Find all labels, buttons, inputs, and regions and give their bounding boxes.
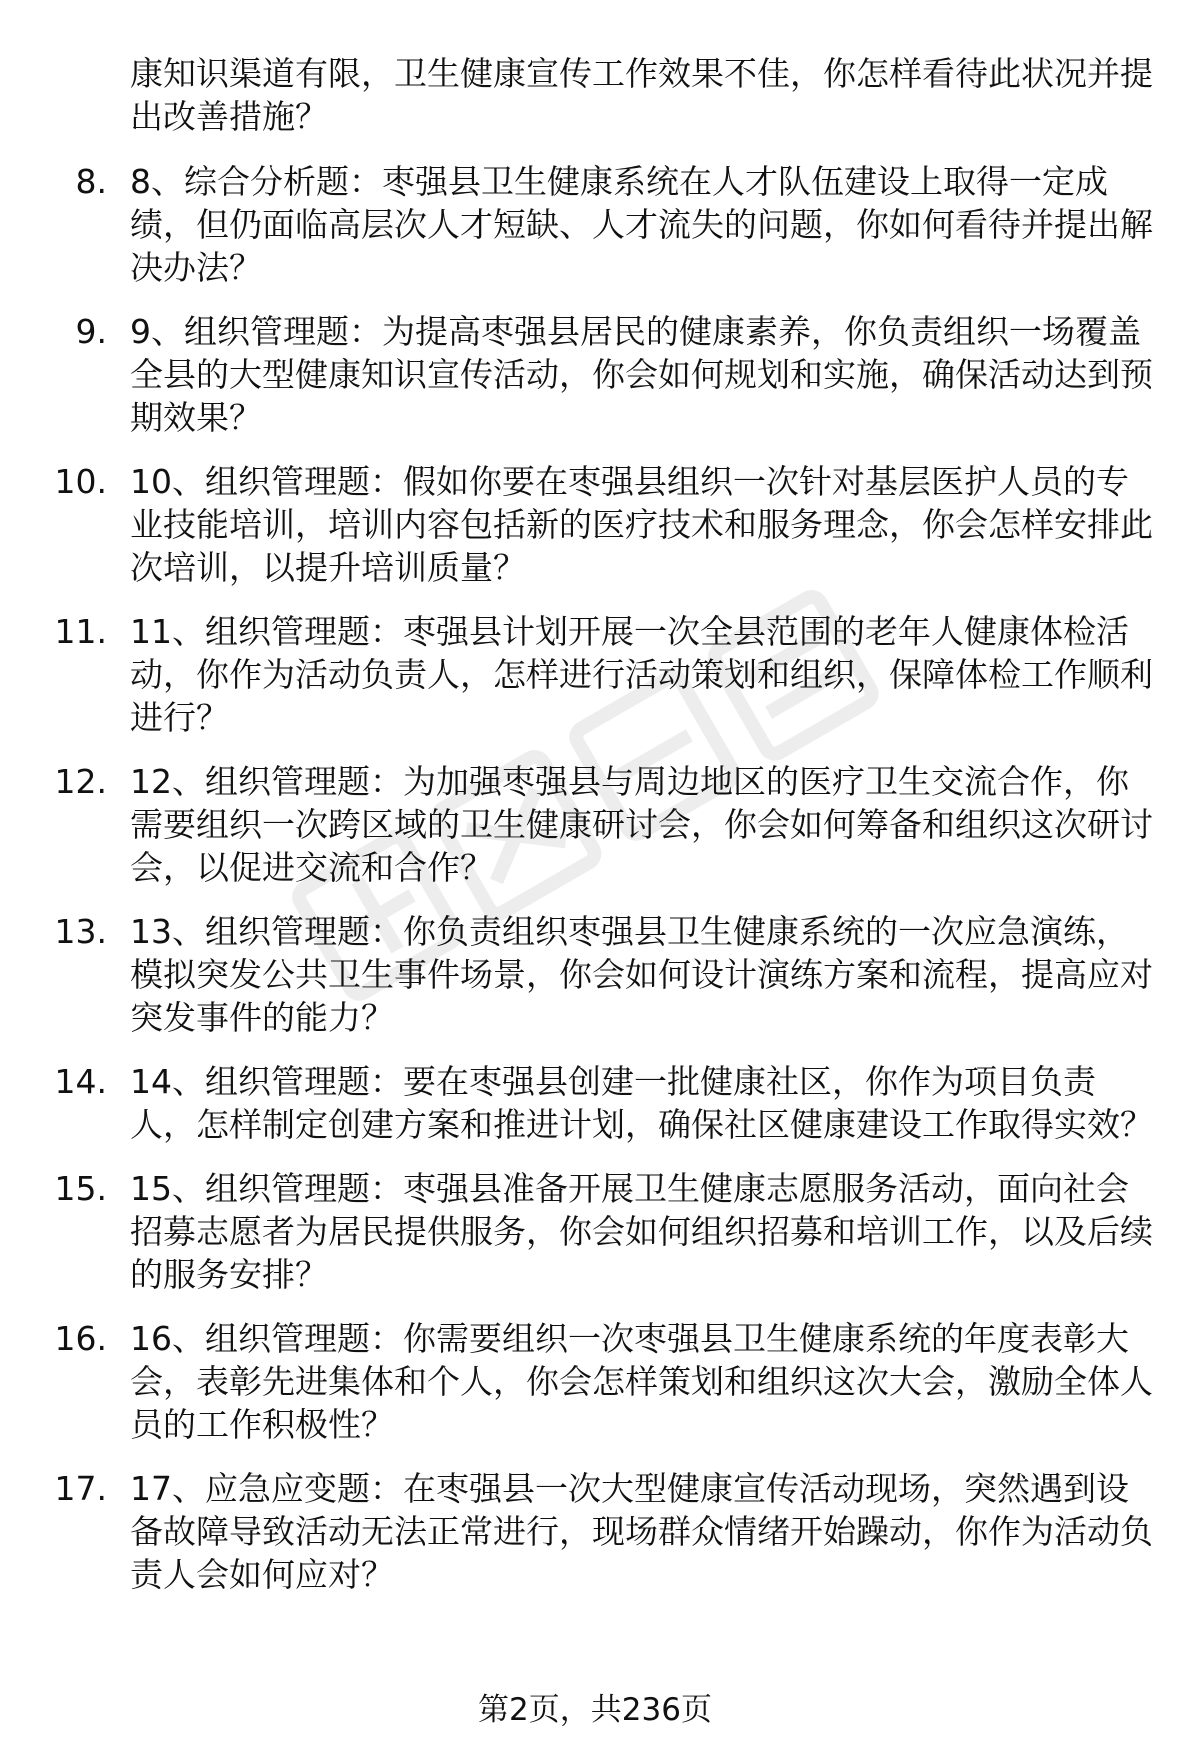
list-item-number: 14. [54,1062,107,1101]
question-list [0,160,1190,1617]
list-item-text: 16、组织管理题：你需要组织一次枣强县卫生健康系统的年度表彰大会，表彰先进集体和个人，你会怎样策划和组织这次大会，激励全体人员的工作积极性？ [130,1319,1153,1444]
list-item-number: 11. [54,612,107,651]
list-item-text: 12、组织管理题：为加强枣强县与周边地区的医疗卫生交流合作，你需要组织一次跨区域的卫生健康研讨会，你会如何筹备和组织这次研讨会，以促进交流和合作？ [130,762,1153,887]
list-item [0,610,1190,739]
list-item [0,910,1190,1039]
list-item-number: 8. [75,162,107,201]
list-item [0,760,1190,889]
list-item [0,1317,1190,1446]
list-item-text: 11、组织管理题：枣强县计划开展一次全县范围的老年人健康体检活动，你作为活动负责人，怎样进行活动策划和组织，保障体检工作顺利进行？ [130,612,1153,737]
list-item [0,1167,1190,1296]
list-item-text: 9、组织管理题：为提高枣强县居民的健康素养，你负责组织一场覆盖全县的大型健康知识宣传活动，你会如何规划和实施，确保活动达到预期效果？ [130,312,1153,437]
list-item-text: 15、组织管理题：枣强县准备开展卫生健康志愿服务活动，面向社会招募志愿者为居民提供服务，你会如何组织招募和培训工作，以及后续的服务安排？ [130,1169,1153,1294]
page-footer: 第2页，共236页 [478,1692,712,1728]
list-item-number: 15. [54,1169,107,1208]
list-item-text: 8、综合分析题：枣强县卫生健康系统在人才队伍建设上取得一定成绩，但仍面临高层次人才短缺、人才流失的问题，你如何看待并提出解决办法？ [130,162,1153,287]
list-item-number: 16. [54,1319,107,1358]
list-item-number: 12. [54,762,107,801]
list-item-text: 10、组织管理题：假如你要在枣强县组织一次针对基层医护人员的专业技能培训，培训内容包括新的医疗技术和服务理念，你会怎样安排此次培训，以提升培训质量？ [130,462,1153,587]
list-item [0,310,1190,439]
list-item-text: 17、应急应变题：在枣强县一次大型健康宣传活动现场，突然遇到设备故障导致活动无法正常进行，现场群众情绪开始躁动，你作为活动负责人会如何应对？ [130,1469,1153,1594]
list-item [0,1060,1190,1146]
list-item [0,1467,1190,1596]
list-item [0,160,1190,289]
list-item [0,460,1190,589]
list-item-number: 17. [54,1469,107,1508]
list-item-text: 14、组织管理题：要在枣强县创建一批健康社区，你作为项目负责人，怎样制定创建方案和推进计划，确保社区健康建设工作取得实效？ [130,1062,1153,1144]
list-item-text: 13、组织管理题：你负责组织枣强县卫生健康系统的一次应急演练，模拟突发公共卫生事件场景，你会如何设计演练方案和流程，提高应对突发事件的能力？ [130,912,1153,1037]
list-item-number: 10. [54,462,107,501]
continuation-paragraph: 康知识渠道有限，卫生健康宣传工作效果不佳，你怎样看待此状况并提出改善措施？ [130,54,1153,136]
list-item-number: 13. [54,912,107,951]
list-item-number: 9. [75,312,107,351]
